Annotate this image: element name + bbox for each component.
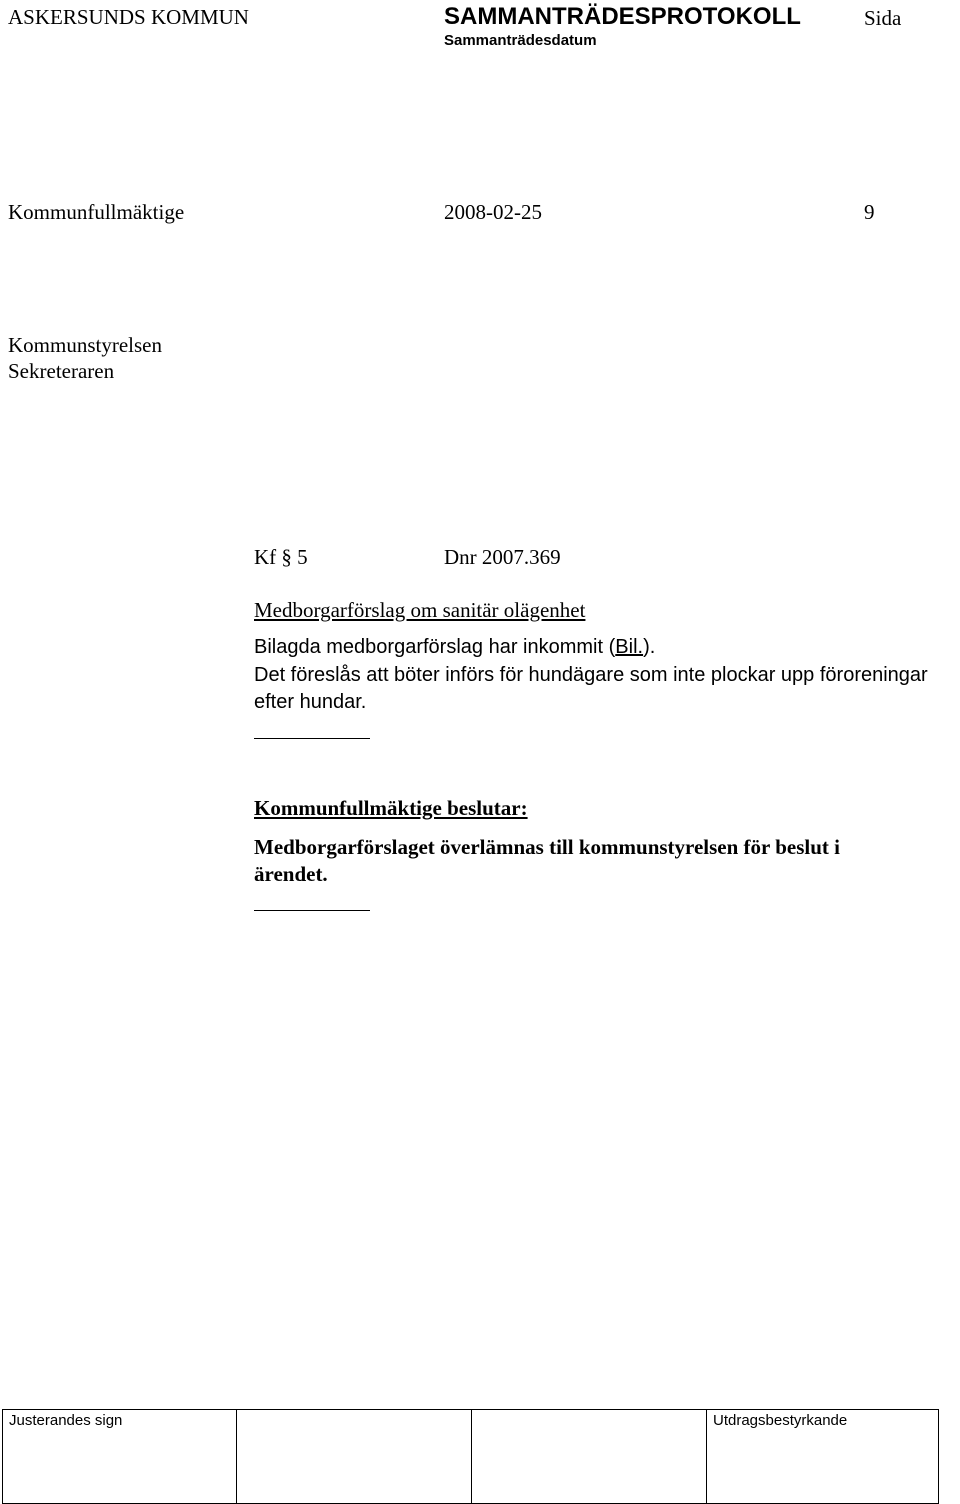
attachment-link[interactable]: Bil. xyxy=(615,636,644,658)
utdragsbestyrkande-label: Utdragsbestyrkande xyxy=(713,1412,848,1429)
meeting-date: 2008-02-25 xyxy=(444,200,542,224)
meeting-body: Kommunfullmäktige xyxy=(8,200,185,224)
justerandes-sign-cell xyxy=(3,1410,237,1503)
municipality-name: ASKERSUNDS KOMMUN xyxy=(8,5,249,29)
case-title: Medborgarförslag om sanitär olägenhet xyxy=(254,598,586,622)
justerandes-sign-label: Justerandes sign xyxy=(9,1412,123,1429)
case-paragraph-text: Bilagda medborgarförslag har inkommit ( xyxy=(254,636,616,658)
case-paragraph xyxy=(254,636,655,659)
decision-text: ärendet. xyxy=(254,862,328,886)
from-role: Sekreteraren xyxy=(8,359,115,383)
divider xyxy=(254,910,370,911)
divider xyxy=(254,738,370,739)
signature-cell xyxy=(237,1410,472,1503)
signature-cell xyxy=(472,1410,707,1503)
decision-text: Medborgarförslaget överlämnas till kommunstyrelsen för beslut i xyxy=(254,835,841,859)
case-paragraph-text: ). xyxy=(643,636,656,658)
case-paragraph: efter hundar. xyxy=(254,691,367,713)
case-diary-number: Dnr 2007.369 xyxy=(444,545,561,569)
signature-table xyxy=(2,1409,939,1504)
meeting-date-label: Sammanträdesdatum xyxy=(444,32,597,49)
page-label: Sida xyxy=(864,6,902,30)
protocol-title: SAMMANTRÄDESPROTOKOLL xyxy=(444,3,801,30)
from-department: Kommunstyrelsen xyxy=(8,333,162,357)
utdragsbestyrkande-cell xyxy=(707,1410,938,1503)
case-paragraph: Det föreslås att böter införs för hundägare som inte plockar upp föroreningar xyxy=(254,664,928,686)
case-reference: Kf § 5 xyxy=(254,545,308,569)
decision-heading: Kommunfullmäktige beslutar: xyxy=(254,796,528,820)
page-number: 9 xyxy=(864,200,875,224)
